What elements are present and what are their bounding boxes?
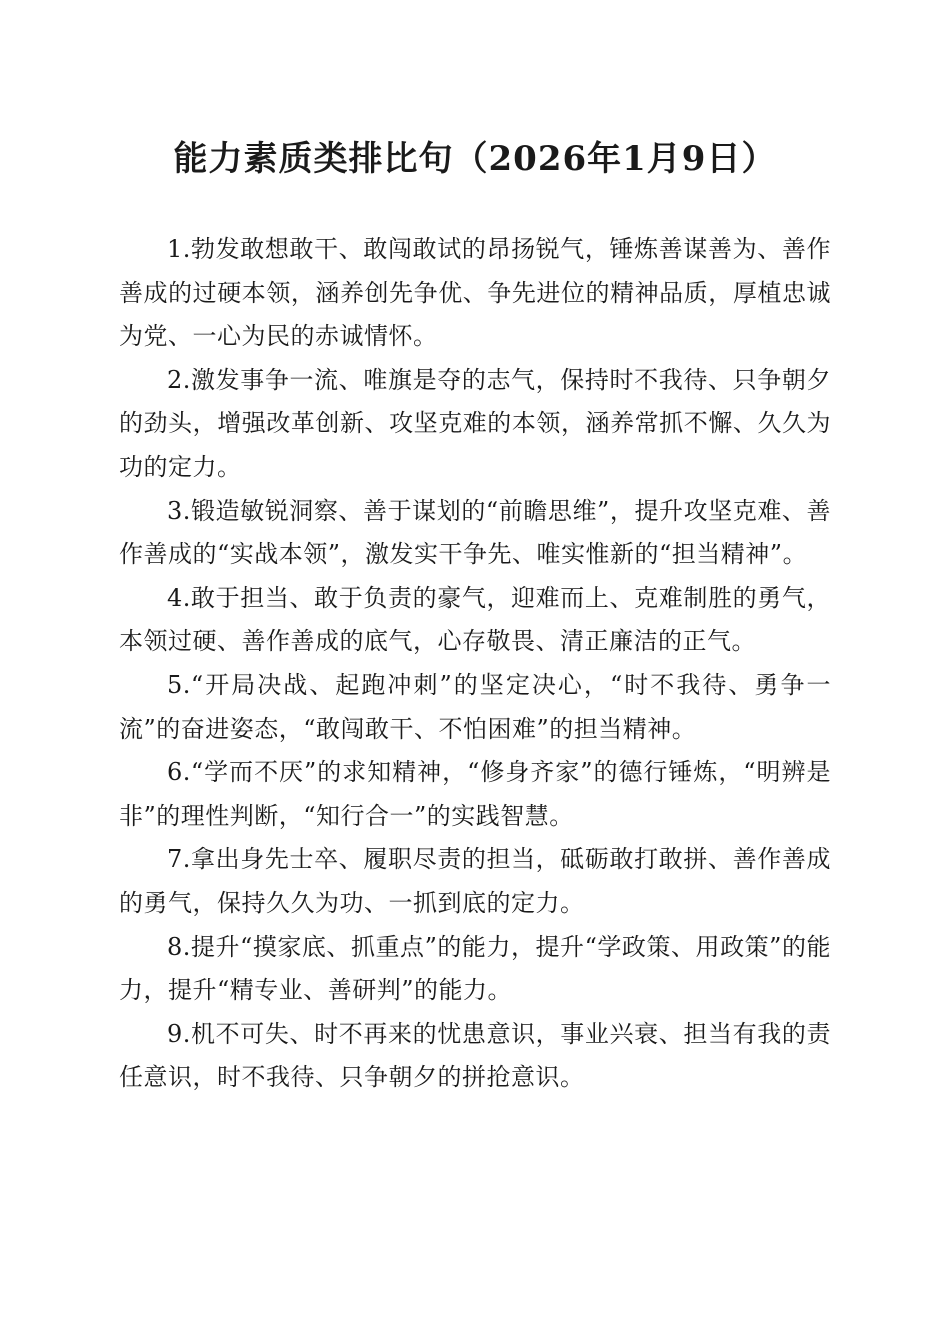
paragraph-3: 3.锻造敏锐洞察、善于谋划的“前瞻思维”，提升攻坚克难、善作善成的“实战本领”，激发实干争先、唯实惟新的“担当精神”。 [119,496,831,569]
document-body [119,228,831,1100]
paragraph-5: 5.“开局决战、起跑冲刺”的坚定决心，“时不我待、勇争一流”的奋进姿态，“敢闯敢干、不怕困难”的担当精神。 [119,670,831,743]
paragraph-4: 4.敢于担当、敢于负责的豪气，迎难而上、克难制胜的勇气，本领过硬、善作善成的底气，心存敬畏、清正廉洁的正气。 [119,583,831,656]
paragraph-1: 1.勃发敢想敢干、敢闯敢试的昂扬锐气，锤炼善谋善为、善作善成的过硬本领，涵养创先争优、争先进位的精神品质，厚植忠诚为党、一心为民的赤诚情怀。 [119,235,831,351]
paragraph-9: 9.机不可失、时不再来的忧患意识，事业兴衰、担当有我的责任意识，时不我待、只争朝夕的拼抢意识。 [119,1019,831,1092]
paragraph-8: 8.提升“摸家底、抓重点”的能力，提升“学政策、用政策”的能力，提升“精专业、善研判”的能力。 [119,932,831,1005]
paragraph-2: 2.激发事争一流、唯旗是夺的志气，保持时不我待、只争朝夕的劲头，增强改革创新、攻坚克难的本领，涵养常抓不懈、久久为功的定力。 [119,365,831,481]
paragraph-6: 6.“学而不厌”的求知精神，“修身齐家”的德行锤炼，“明辨是非”的理性判断，“知行合一”的实践智慧。 [119,758,831,830]
document-title: 能力素质类排比句（2026年1月9日） [173,139,777,179]
paragraph-7: 7.拿出身先士卒、履职尽责的担当，砥砺敢打敢拼、善作善成的勇气，保持久久为功、一抓到底的定力。 [119,845,831,917]
